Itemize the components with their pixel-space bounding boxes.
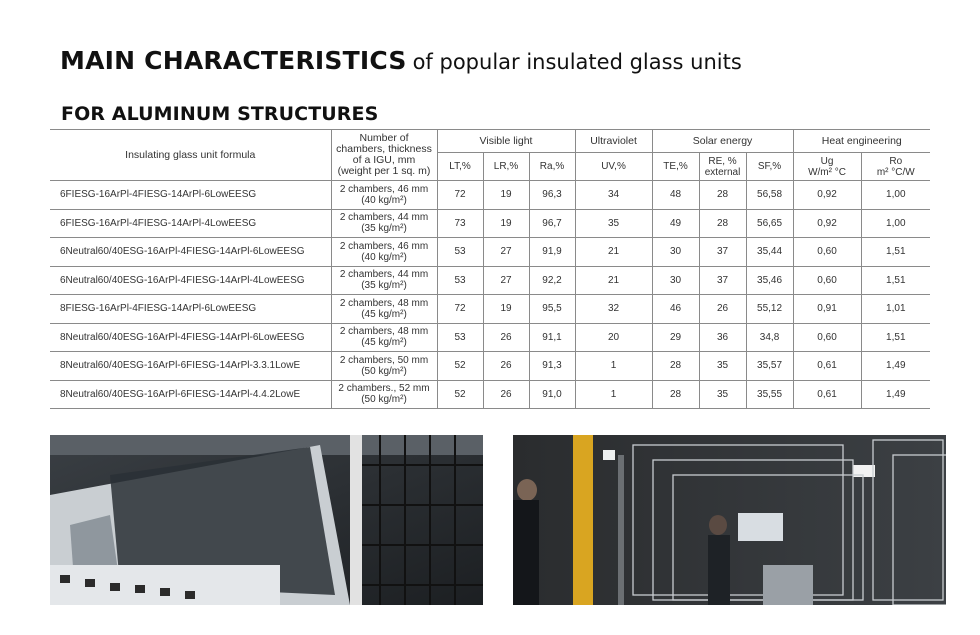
col-re-line: external bbox=[704, 166, 741, 178]
col-ug bbox=[793, 153, 861, 181]
cell-chambers-weight: (40 kg/m²) bbox=[361, 251, 407, 263]
table-row bbox=[50, 266, 930, 295]
col-sf: SF,% bbox=[746, 153, 793, 181]
cell-ro: 1,51 bbox=[861, 266, 930, 295]
cell-chambers bbox=[331, 295, 437, 324]
col-ro-line: Ro bbox=[889, 155, 903, 167]
cell-chambers-thickness: 2 chambers, 46 mm bbox=[339, 183, 429, 195]
header-solar-energy: Solar energy bbox=[652, 130, 793, 153]
table-row bbox=[50, 380, 930, 409]
cell-lt: 53 bbox=[437, 323, 483, 352]
cell-sf: 35,57 bbox=[746, 352, 793, 381]
cell-chambers-thickness: 2 chambers, 46 mm bbox=[339, 240, 429, 252]
photo-workers-glass-frames bbox=[513, 435, 946, 605]
cell-lr: 27 bbox=[483, 238, 529, 267]
cell-uv: 32 bbox=[575, 295, 652, 324]
cell-sf: 56,65 bbox=[746, 209, 793, 238]
cell-ra: 91,0 bbox=[529, 380, 575, 409]
cell-formula: 6FIESG-16ArPl-4FIESG-14ArPl-6LowEESG bbox=[50, 181, 331, 210]
cell-lr: 19 bbox=[483, 181, 529, 210]
page-title-light: of popular insulated glass units bbox=[412, 50, 742, 74]
cell-ra: 91,9 bbox=[529, 238, 575, 267]
cell-ra: 92,2 bbox=[529, 266, 575, 295]
table-row bbox=[50, 238, 930, 267]
header-ultraviolet: Ultraviolet bbox=[575, 130, 652, 153]
cell-uv: 1 bbox=[575, 380, 652, 409]
cell-ug: 0,61 bbox=[793, 352, 861, 381]
cell-ug: 0,92 bbox=[793, 181, 861, 210]
table-row bbox=[50, 295, 930, 324]
cell-chambers-thickness: 2 chambers, 44 mm bbox=[339, 212, 429, 224]
cell-re: 37 bbox=[699, 238, 746, 267]
cell-lt: 52 bbox=[437, 352, 483, 381]
header-heat-engineering: Heat engineering bbox=[793, 130, 930, 153]
cell-sf: 35,46 bbox=[746, 266, 793, 295]
cell-formula: 8FIESG-16ArPl-4FIESG-14ArPl-6LowEESG bbox=[50, 295, 331, 324]
cell-ro: 1,00 bbox=[861, 181, 930, 210]
cell-formula: 8Neutral60/40ESG-16ArPl-6FIESG-14ArPl-4.4.2LowE bbox=[50, 380, 331, 409]
cell-chambers bbox=[331, 266, 437, 295]
cell-ug: 0,60 bbox=[793, 323, 861, 352]
cell-sf: 34,8 bbox=[746, 323, 793, 352]
header-chambers bbox=[331, 130, 437, 181]
cell-formula: 6Neutral60/40ESG-16ArPl-4FIESG-14ArPl-4LowEESG bbox=[50, 266, 331, 295]
cell-chambers-weight: (40 kg/m²) bbox=[361, 194, 407, 206]
cell-te: 30 bbox=[652, 266, 699, 295]
cell-te: 49 bbox=[652, 209, 699, 238]
cell-chambers-thickness: 2 chambers., 52 mm bbox=[338, 383, 430, 395]
cell-uv: 21 bbox=[575, 238, 652, 267]
cell-ra: 91,1 bbox=[529, 323, 575, 352]
cell-re: 28 bbox=[699, 209, 746, 238]
cell-uv: 21 bbox=[575, 266, 652, 295]
cell-sf: 55,12 bbox=[746, 295, 793, 324]
col-ra: Ra,% bbox=[529, 153, 575, 181]
cell-formula: 8Neutral60/40ESG-16ArPl-6FIESG-14ArPl-3.3.1LowE bbox=[50, 352, 331, 381]
cell-formula: 6FIESG-16ArPl-4FIESG-14ArPl-4LowEESG bbox=[50, 209, 331, 238]
cell-chambers-weight: (45 kg/m²) bbox=[361, 337, 407, 349]
table-row bbox=[50, 181, 930, 210]
cell-ro: 1,51 bbox=[861, 238, 930, 267]
cell-chambers bbox=[331, 181, 437, 210]
cell-chambers bbox=[331, 380, 437, 409]
cell-uv: 35 bbox=[575, 209, 652, 238]
col-re bbox=[699, 153, 746, 181]
cell-sf: 35,44 bbox=[746, 238, 793, 267]
cell-re: 35 bbox=[699, 380, 746, 409]
cell-chambers-thickness: 2 chambers, 50 mm bbox=[339, 354, 429, 366]
cell-chambers bbox=[331, 352, 437, 381]
table-row bbox=[50, 209, 930, 238]
col-ug-line: W/m² °C bbox=[808, 166, 846, 178]
header-chambers-line: (weight per 1 sq. m) bbox=[337, 165, 431, 177]
cell-ro: 1,49 bbox=[861, 352, 930, 381]
cell-ug: 0,60 bbox=[793, 266, 861, 295]
header-chambers-line: Number of bbox=[359, 132, 409, 144]
col-re-line: RE, % bbox=[708, 155, 737, 167]
header-visible-light: Visible light bbox=[437, 130, 575, 153]
cell-te: 30 bbox=[652, 238, 699, 267]
cell-chambers-weight: (50 kg/m²) bbox=[361, 365, 407, 377]
cell-te: 28 bbox=[652, 352, 699, 381]
cell-lt: 72 bbox=[437, 181, 483, 210]
header-chambers-line: of a IGU, mm bbox=[352, 154, 416, 166]
cell-chambers-thickness: 2 chambers, 44 mm bbox=[339, 269, 429, 281]
cell-re: 26 bbox=[699, 295, 746, 324]
section-subtitle: FOR ALUMINUM STRUCTURES bbox=[61, 103, 379, 125]
cell-lr: 26 bbox=[483, 352, 529, 381]
cell-lr: 27 bbox=[483, 266, 529, 295]
header-row-groups bbox=[50, 130, 930, 153]
cell-ro: 1,49 bbox=[861, 380, 930, 409]
col-ug-line: Ug bbox=[820, 155, 834, 167]
cell-re: 35 bbox=[699, 352, 746, 381]
table-row bbox=[50, 352, 930, 381]
cell-lr: 19 bbox=[483, 209, 529, 238]
table-body bbox=[50, 181, 930, 409]
cell-ro: 1,01 bbox=[861, 295, 930, 324]
col-ro bbox=[861, 153, 930, 181]
page-title-bold: MAIN CHARACTERISTICS bbox=[60, 46, 407, 75]
col-te: TE,% bbox=[652, 153, 699, 181]
cell-te: 29 bbox=[652, 323, 699, 352]
cell-re: 37 bbox=[699, 266, 746, 295]
cell-chambers-thickness: 2 chambers, 48 mm bbox=[339, 326, 429, 338]
cell-chambers-weight: (35 kg/m²) bbox=[361, 223, 407, 235]
cell-ra: 96,3 bbox=[529, 181, 575, 210]
cell-formula: 8Neutral60/40ESG-16ArPl-4FIESG-14ArPl-6LowEESG bbox=[50, 323, 331, 352]
cell-re: 36 bbox=[699, 323, 746, 352]
cell-ro: 1,51 bbox=[861, 323, 930, 352]
photo-production-line-image bbox=[50, 435, 483, 605]
cell-ra: 91,3 bbox=[529, 352, 575, 381]
cell-uv: 34 bbox=[575, 181, 652, 210]
cell-ro: 1,00 bbox=[861, 209, 930, 238]
cell-ug: 0,61 bbox=[793, 380, 861, 409]
header-formula: Insulating glass unit formula bbox=[50, 130, 331, 181]
cell-ra: 96,7 bbox=[529, 209, 575, 238]
cell-te: 46 bbox=[652, 295, 699, 324]
photo-workers-image bbox=[513, 435, 946, 605]
cell-chambers bbox=[331, 209, 437, 238]
cell-formula: 6Neutral60/40ESG-16ArPl-4FIESG-14ArPl-6LowEESG bbox=[50, 238, 331, 267]
table-row bbox=[50, 323, 930, 352]
cell-uv: 20 bbox=[575, 323, 652, 352]
photo-glass-production-line bbox=[50, 435, 483, 605]
cell-chambers-weight: (35 kg/m²) bbox=[361, 280, 407, 292]
col-ro-line: m² °C/W bbox=[876, 166, 915, 178]
cell-ug: 0,92 bbox=[793, 209, 861, 238]
characteristics-table bbox=[50, 129, 930, 409]
cell-chambers bbox=[331, 238, 437, 267]
cell-uv: 1 bbox=[575, 352, 652, 381]
cell-lt: 52 bbox=[437, 380, 483, 409]
cell-chambers-thickness: 2 chambers, 48 mm bbox=[339, 297, 429, 309]
col-lr: LR,% bbox=[483, 153, 529, 181]
cell-chambers bbox=[331, 323, 437, 352]
cell-lt: 53 bbox=[437, 266, 483, 295]
cell-ra: 95,5 bbox=[529, 295, 575, 324]
cell-lt: 53 bbox=[437, 238, 483, 267]
cell-ug: 0,91 bbox=[793, 295, 861, 324]
cell-lr: 26 bbox=[483, 380, 529, 409]
cell-lt: 72 bbox=[437, 295, 483, 324]
cell-sf: 35,55 bbox=[746, 380, 793, 409]
cell-chambers-weight: (50 kg/m²) bbox=[361, 394, 407, 406]
header-chambers-line: chambers, thickness bbox=[336, 143, 432, 155]
col-lt: LT,% bbox=[437, 153, 483, 181]
cell-te: 28 bbox=[652, 380, 699, 409]
cell-ug: 0,60 bbox=[793, 238, 861, 267]
cell-lr: 26 bbox=[483, 323, 529, 352]
page-title bbox=[60, 48, 742, 73]
cell-re: 28 bbox=[699, 181, 746, 210]
cell-sf: 56,58 bbox=[746, 181, 793, 210]
col-uv: UV,% bbox=[575, 153, 652, 181]
cell-te: 48 bbox=[652, 181, 699, 210]
cell-chambers-weight: (45 kg/m²) bbox=[361, 308, 407, 320]
cell-lr: 19 bbox=[483, 295, 529, 324]
cell-lt: 73 bbox=[437, 209, 483, 238]
